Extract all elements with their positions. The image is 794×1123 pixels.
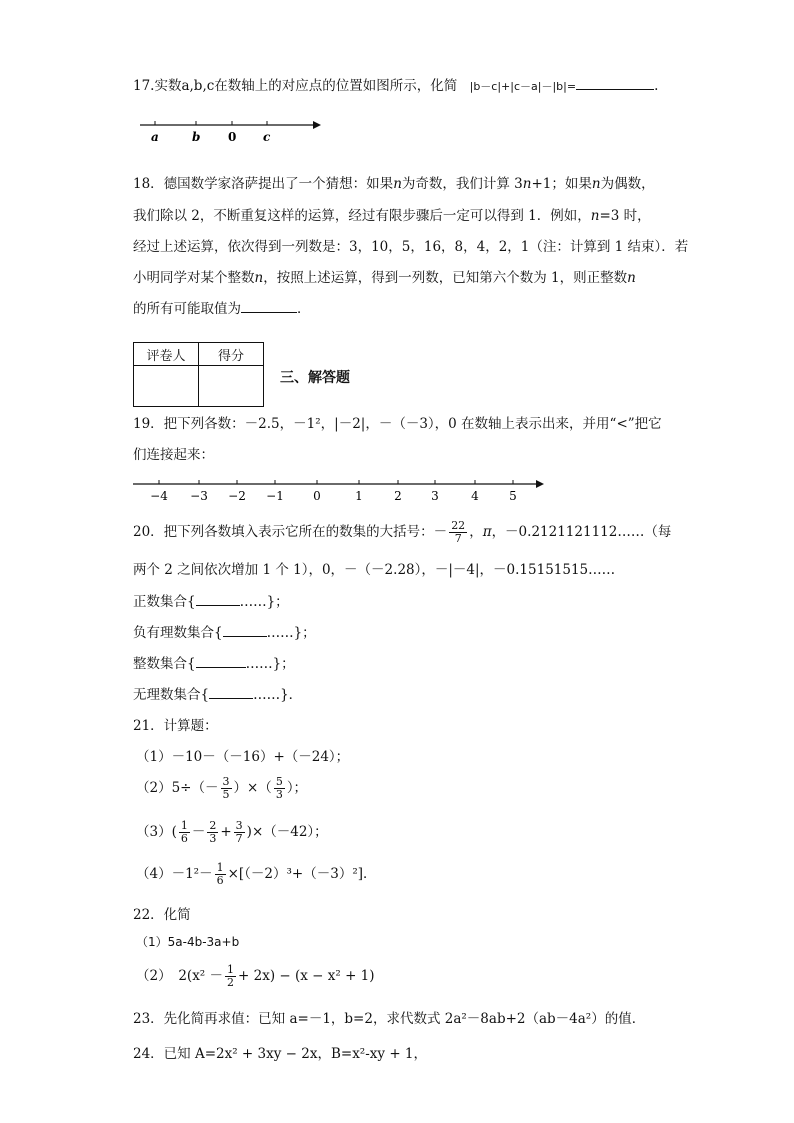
- q22-title: 22．化简: [133, 907, 191, 923]
- q21-part-3: （3）( $\frac{1}{6}$ － $\frac{2}{3}$ + $\frac{3}{7}$ )×（－42）；: [136, 819, 328, 845]
- q18-line-3: 经过上述运算，依次得到一列数是：3，10，5，16，8，4，2，1（注：计算到 1 结束）．若: [133, 239, 689, 255]
- q19-tick-label: −4: [150, 489, 168, 503]
- q17-number-line: [138, 116, 323, 146]
- q19-line-2: 们连接起来：: [133, 447, 214, 463]
- q19-tick-label: −3: [190, 489, 208, 503]
- q21-part-4: （4）－1²－ $\frac{1}{6}$ ×[（－2）³+（－3）²]．: [136, 861, 377, 887]
- q19-tick-label: 5: [509, 489, 517, 503]
- q19-tick-label: 4: [471, 489, 479, 503]
- q17-label-b: b: [192, 130, 201, 144]
- q17-prefix: 17.实数a,b,c在数轴上的对应点的位置如图所示，化简: [133, 78, 458, 94]
- q19-tick-label: 0: [313, 489, 321, 503]
- q20-set-irrational: 无理数集合{ ……}．: [133, 687, 303, 703]
- q18-line-1: 18．德国数学家洛萨提出了一个猜想：如果n为奇数，我们计算 3n+1；如果n为偶数，: [133, 176, 655, 192]
- q20-blank-positive[interactable]: [196, 593, 240, 606]
- q20-blank-irrational[interactable]: [209, 686, 253, 699]
- q22-part-2: （2） 2(x² － $\frac{1}{2}$ + 2x) − (x − x² + 1): [136, 963, 375, 989]
- score-table-grader-header: 评卷人: [134, 343, 199, 366]
- q22-part-1: （1）5a-4b-3a+b: [136, 935, 240, 949]
- score-table-score-header: 得分: [199, 343, 264, 366]
- q20-set-positive: 正数集合{ ……}；: [133, 594, 289, 610]
- q23-text: 23．先化简再求值：已知 a=－1，b=2，求代数式 2a²－8ab+2（ab－4a²）的值．: [133, 1011, 646, 1027]
- q20-line-1: 20．把下列各数填入表示它所在的数集的大括号：－ $\frac{22}{7}$ ，π，－0.2121121112……（每: [133, 519, 672, 545]
- q19-tick-label: −1: [266, 489, 284, 503]
- q19-tick-label: 2: [394, 489, 402, 503]
- q17-expression: |b－c|+|c－a|－|b|=: [469, 80, 577, 93]
- q20-line-2: 两个 2 之间依次增加 1 个 1），0，－（－2.28），－|－4|，－0.15151515……: [133, 562, 616, 578]
- q19-number-line: [132, 476, 547, 504]
- q21-part-1: （1）－10－（－16）+（－24）；: [136, 749, 350, 765]
- q20-blank-negative-rational[interactable]: [223, 624, 267, 637]
- q19-tick-label: 1: [355, 489, 363, 503]
- q19-line-1: 19．把下列各数：－2.5，－1²，|－2|，－（－3），0 在数轴上表示出来，并用“<”把它: [133, 416, 662, 432]
- q24-text: 24．已知 A=2x² + 3xy − 2x，B=x²-xy + 1，: [133, 1046, 428, 1062]
- q18-line-5: 的所有可能取值为 ．: [133, 301, 311, 317]
- q21-part-2: （2）5÷（－ $\frac{3}{5}$ ）×（ $\frac{5}{3}$ ）；: [136, 775, 308, 801]
- q17-label-a: a: [151, 130, 159, 144]
- q19-tick-label: −2: [228, 489, 246, 503]
- q18-line-2: 我们除以 2，不断重复这样的运算，经过有限步骤后一定可以得到 1．例如，n=3 时，: [133, 208, 651, 224]
- q18-answer-blank[interactable]: [241, 300, 297, 313]
- score-table-score-cell[interactable]: [199, 366, 264, 407]
- q21-title: 21．计算题：: [133, 718, 218, 734]
- section-title: 三、解答题: [280, 370, 350, 386]
- score-table-grader-cell[interactable]: [134, 366, 199, 407]
- q17-label-c: c: [263, 130, 271, 144]
- q17-answer-blank[interactable]: [576, 77, 654, 90]
- q20-fraction: $\frac{22}{7}$: [451, 519, 466, 545]
- arrow-icon: [313, 121, 321, 129]
- q18-line-4: 小明同学对某个整数n，按照上述运算，得到一列数，已知第六个数为 1，则正整数n: [133, 270, 636, 286]
- q17-text: [133, 74, 658, 94]
- q17-end: .: [654, 78, 659, 94]
- q17-label-0: 0: [228, 130, 237, 144]
- q20-set-integer: 整数集合{ ……}；: [133, 656, 295, 672]
- q20-set-negative-rational: 负有理数集合{ ……}；: [133, 625, 316, 641]
- arrow-icon: [536, 480, 544, 488]
- q19-tick-label: 3: [431, 489, 439, 503]
- score-table: [133, 342, 264, 407]
- q20-blank-integer[interactable]: [196, 655, 246, 668]
